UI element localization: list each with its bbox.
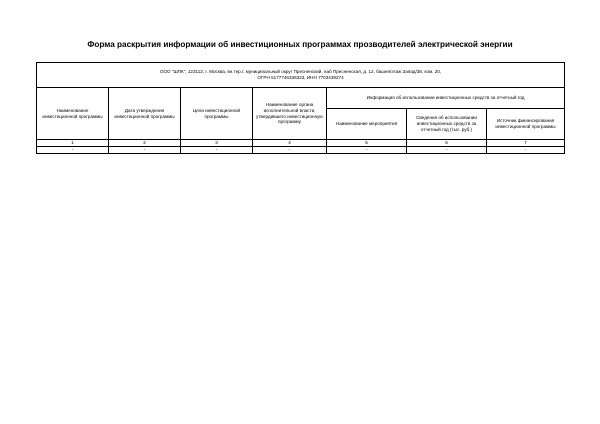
organization-registration: ОГРН 5177746336323, ИНН 7703439274 [257,75,344,80]
header-usage-group: Информация об использовании инвестиционных средств за отчетный год [327,88,565,109]
page-title: Форма раскрытия информации об инвестиционных программах прозводителей электрической энергии [87,40,513,49]
table-cell: - [407,147,487,154]
header-row [37,88,565,109]
column-number-row [37,140,565,147]
header-program-goals: Цели инвестиционной программы [181,88,253,140]
organization-row [37,63,565,88]
header-program-name: Наименование инвестиционной программы [37,88,109,140]
table-cell: - [487,147,565,154]
investment-program-table [36,62,565,154]
column-number: 2 [109,140,181,147]
table-cell: - [109,147,181,154]
header-activity-name: Наименование мероприятия [327,109,407,140]
header-approving-authority: Наименование органа исполнительной власти, утвердившего инвестиционную программу [253,88,327,140]
column-number: 4 [253,140,327,147]
header-approval-date: Дата утверждения инвестиционной программы [109,88,181,140]
organization-cell [37,63,565,88]
table-cell: - [327,147,407,154]
table-cell: - [37,147,109,154]
organization-address: ООО "ШПК", 123112, г. Москва, вн.тер.г. муниципальный округ Пресненский, наб Пресненская, д. 12, башня/этаж Запад/38, ком. 20, [159,69,442,75]
column-number: 3 [181,140,253,147]
table-row [37,147,565,154]
column-number: 5 [327,140,407,147]
table-cell: - [253,147,327,154]
header-funding-source: Источник финансирования инвестиционной программы [487,109,565,140]
header-funds-usage: Сведения об использовании инвестиционных средств за отчетный год (тыс. руб.) [407,109,487,140]
table-cell: - [181,147,253,154]
column-number: 1 [37,140,109,147]
column-number: 6 [407,140,487,147]
column-number: 7 [487,140,565,147]
